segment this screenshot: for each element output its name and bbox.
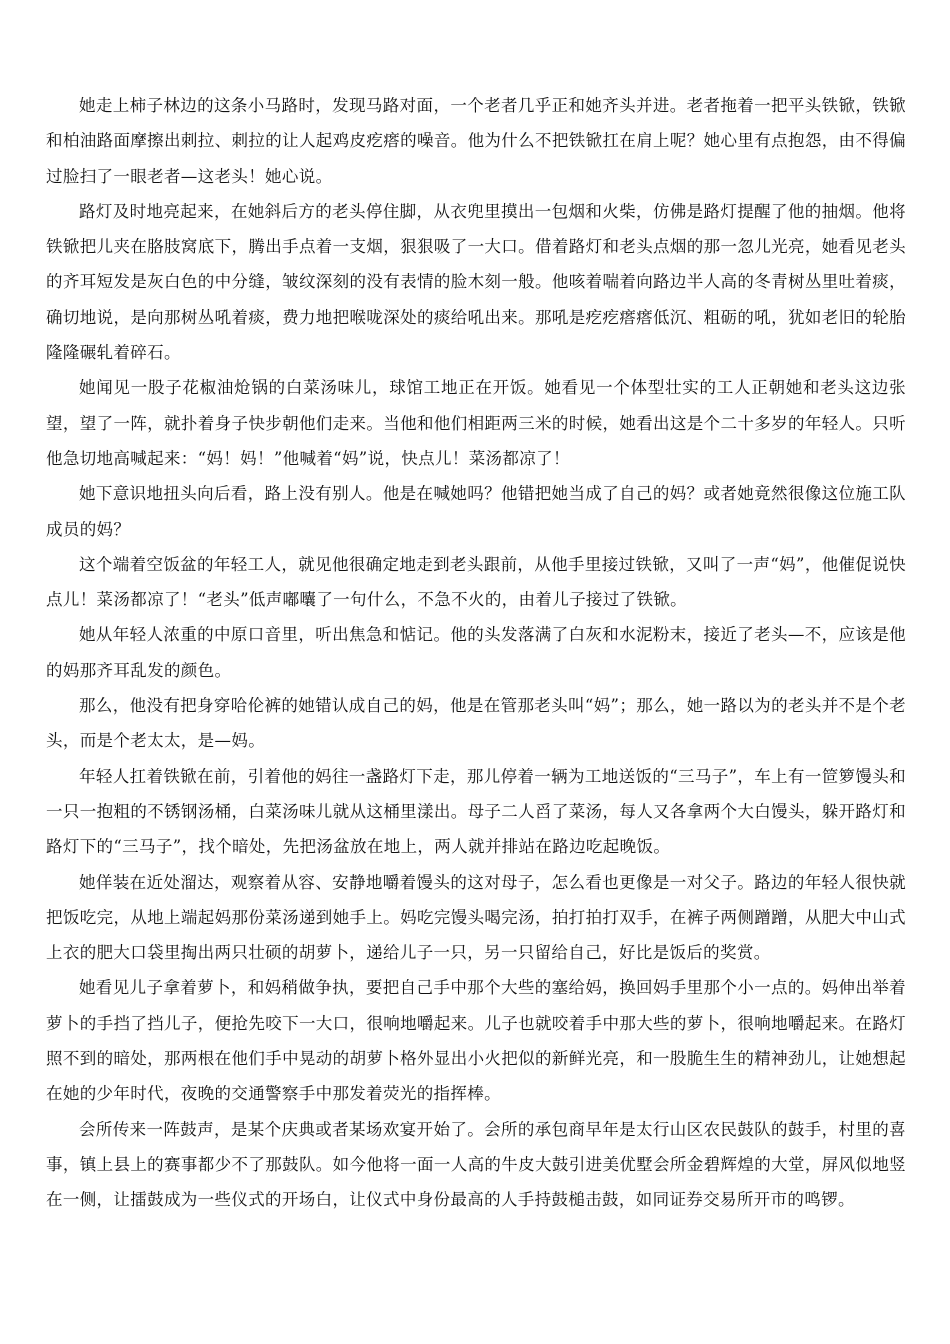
paragraph: 她闻见一股子花椒油炝锅的白菜汤味儿，球馆工地正在开饭。她看见一个体型壮实的工人正朝她和老头这边张望，望了一阵，就扑着身子快步朝他们走来。当他和他们相距两三米的时候，她看出这是个二十多岁的年轻人。只听他急切地高喊起来：“妈！妈！”他喊着“妈”说，快点儿！菜汤都凉了！ bbox=[46, 378, 906, 468]
paragraph: 路灯及时地亮起来，在她斜后方的老头停住脚，从衣兜里摸出一包烟和火柴，仿佛是路灯提醒了他的抽烟。他将铁锨把儿夹在胳肢窝底下，腾出手点着一支烟，狠狠吸了一大口。借着路灯和老头点烟的那一忽儿光亮，她看见老头的齐耳短发是灰白色的中分缝，皱纹深刻的没有表情的脸木刻一般。他咳着喘着向路边半人高的冬青树丛里吐着痰，确切地说，是向那树丛吼着痰，费力地把喉咙深处的痰给吼出来。那吼是疙疙瘩瘩低沉、粗砺的吼，犹如老旧的轮胎隆隆碾轧着碎石。 bbox=[46, 201, 906, 363]
paragraph: 她下意识地扭头向后看，路上没有别人。他是在喊她吗？他错把她当成了自己的妈？或者她竟然很像这位施工队成员的妈？ bbox=[46, 484, 906, 539]
paragraph: 会所传来一阵鼓声，是某个庆典或者某场欢宴开始了。会所的承包商早年是太行山区农民鼓队的鼓手，村里的喜事，镇上县上的赛事都少不了那鼓队。如今他将一面一人高的牛皮大鼓引进美优墅会所金碧辉煌的大堂，屏风似地竖在一侧，让擂鼓成为一些仪式的开场白，让仪式中身份最高的人手持鼓槌击鼓，如同证券交易所开市的鸣锣。 bbox=[46, 1119, 906, 1210]
paragraph: 那么，他没有把身穿哈伦裤的她错认成自己的妈，他是在管那老头叫“妈”；那么，她一路以为的老头并不是个老头，而是个老太太，是—妈。 bbox=[46, 696, 906, 751]
paragraph: 她走上柿子林边的这条小马路时，发现马路对面，一个老者几乎正和她齐头并进。老者拖着一把平头铁锨，铁锨和柏油路面摩擦出刺拉、刺拉的让人起鸡皮疙瘩的噪音。他为什么不把铁锨扛在肩上呢？她心里有点抱怨，由不得偏过脸扫了一眼老者—这老头！她心说。 bbox=[46, 96, 906, 186]
paragraph: 她从年轻人浓重的中原口音里，听出焦急和惦记。他的头发落满了白灰和水泥粉末，接近了老头—不，应该是他的妈那齐耳乱发的颜色。 bbox=[46, 625, 906, 680]
paragraph: 她看见儿子拿着萝卜，和妈稍做争执，要把自己手中那个大些的塞给妈，换回妈手里那个小一点的。妈伸出举着萝卜的手挡了挡儿子，便抢先咬下一大口，很响地嚼起来。儿子也就咬着手中那大些的萝卜，很响地嚼起来。在路灯照不到的暗处，那两根在他们手中晃动的胡萝卜格外显出小火把似的新鲜光亮，和一股脆生生的精神劲儿，让她想起在她的少年时代，夜晚的交通警察手中那发着荧光的指挥棒。 bbox=[46, 978, 906, 1104]
paragraph: 年轻人扛着铁锨在前，引着他的妈往一盏路灯下走，那儿停着一辆为工地送饭的“三马子”，车上有一笸箩馒头和一只一抱粗的不锈钢汤桶，白菜汤味儿就从这桶里漾出。母子二人舀了菜汤，每人又各拿两个大白馒头，躲开路灯和路灯下的“三马子”，找个暗处，先把汤盆放在地上，两人就并排站在路边吃起晚饭。 bbox=[46, 766, 906, 857]
paragraph: 这个端着空饭盆的年轻工人，就见他很确定地走到老头跟前，从他手里接过铁锨，又叫了一声“妈”，他催促说快点儿！菜汤都凉了！“老头”低声嘟囔了一句什么，不急不火的，由着儿子接过了铁锨。 bbox=[46, 554, 906, 610]
document-body bbox=[46, 88, 906, 1218]
paragraph: 她佯装在近处溜达，观察着从容、安静地嚼着馒头的这对母子，怎么看也更像是一对父子。路边的年轻人很快就把饭吃完，从地上端起妈那份菜汤递到她手上。妈吃完馒头喝完汤，拍打拍打双手，在裤子两侧蹭蹭，从肥大中山式上衣的肥大口袋里掏出两只壮硕的胡萝卜，递给儿子一只，另一只留给自己，好比是饭后的奖赏。 bbox=[46, 872, 906, 963]
